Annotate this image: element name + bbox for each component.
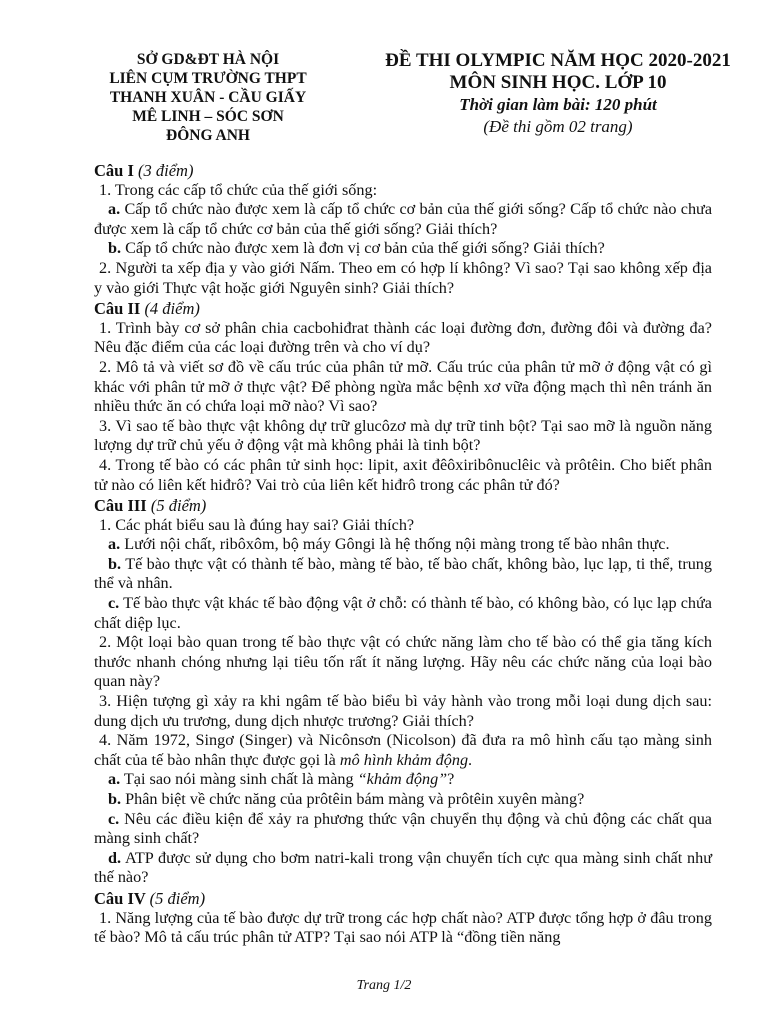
question: 4. Trong tế bào có các phân tử sinh học: lipit, axit đêôxiribônuclêic và prôtêin. Cho biết phân tử nào có liên kết hiđrô? Vai trò của liên kết hiđrô trong các phân tử đó?	[94, 455, 712, 494]
page-number: Trang 1/2	[356, 978, 412, 993]
quoted-term: “khảm động”	[357, 770, 448, 789]
sub-question-label: c.	[108, 809, 120, 828]
sub-question-text: Nêu các điều kiện để xảy ra phương thức vận chuyển thụ động và chủ động các chất qua màng sinh chất?	[94, 809, 712, 848]
section-points: (5 điểm)	[149, 888, 206, 908]
sub-question-label: c.	[108, 594, 120, 613]
sub-question	[94, 770, 712, 790]
sub-question-text: ATP được sử dụng cho bơm natri-kali trong vận chuyển tích cực qua màng sinh chất như thế nào?	[94, 848, 713, 887]
exam-pages-note: (Đề thi gồm 02 trang)	[483, 117, 633, 136]
cluster-schools-1: THANH XUÂN - CẦU GIẤY	[109, 89, 307, 106]
exam-time: Thời gian làm bài: 120 phút	[459, 95, 657, 114]
question: 1. Các phát biểu sau là đúng hay sai? Giải thích?	[99, 515, 415, 534]
exam-subject: MÔN SINH HỌC. LỚP 10	[449, 72, 667, 93]
sub-question-text: Tế bào thực vật khác tế bào động vật ở chỗ: có thành tế bào, có không bào, có lục lạp chứa chất diệp lục.	[94, 594, 712, 632]
cluster-schools-2: MÊ LINH – SÓC SƠN	[132, 108, 284, 125]
sub-question-label: a.	[108, 200, 121, 219]
cluster-name: LIÊN CỤM TRƯỜNG THPT	[109, 70, 307, 87]
sub-question-label: b.	[108, 239, 122, 258]
question	[94, 731, 712, 770]
sub-question-text: Cấp tổ chức nào được xem là đơn vị cơ bản của thế giới sống? Giải thích?	[125, 239, 605, 258]
sub-question-label: a.	[108, 770, 121, 789]
question: 1. Trong các cấp tổ chức của thế giới sống:	[99, 180, 378, 199]
section-points: (5 điểm)	[150, 496, 207, 516]
question: 3. Hiện tượng gì xảy ra khi ngâm tế bào biểu bì vảy hành vào trong mỗi loại dung dịch sau: dung dịch ưu trương, dung dịch nhược trương? Giải thích?	[94, 692, 712, 730]
section-title: Câu I	[94, 161, 134, 180]
sub-question	[94, 200, 712, 239]
model-name: mô hình khảm động	[339, 750, 469, 769]
sub-question-text: Phân biệt về chức năng của prôtêin bám màng và prôtêin xuyên màng?	[125, 790, 585, 808]
question: 1. Trình bày cơ sở phân chia cacbohiđrat thành các loại đường đơn, đường đôi và đường đa? Nêu đặc điểm của các loại đường trên và cho ví dụ?	[94, 318, 712, 357]
section-heading	[94, 161, 712, 181]
question: 2. Một loại bào quan trong tế bào thực vật có chức năng làm cho tế bào có thể gia tăng kích thước nhanh chóng nhưng lại tiêu tốn rất ít năng lượng. Hãy nêu các chức năng của loại bào quan này?	[94, 633, 712, 691]
question-text: 4. Năm 1972, Singơ (Singer) và Nicônsơn (Nicolson) đã đưa ra mô hình cấu tạo màng sinh chất của tế bào nhân thực được gọi là	[94, 731, 712, 769]
cluster-schools-3: ĐÔNG ANH	[166, 127, 250, 144]
question: 2. Mô tả và viết sơ đồ về cấu trúc của phân tử mỡ. Cấu trúc của phân tử mỡ ở động vật có gì khác với phân tử mỡ ở thực vật? Để phòng ngừa mắc bệnh xơ vữa động mạch thì nên tránh ăn nhiều thức ăn có chứa loại mỡ nào? Vì sao?	[94, 357, 712, 416]
sub-question-label: b.	[108, 790, 122, 808]
sub-question	[94, 810, 712, 849]
exam-body	[94, 160, 712, 948]
sub-question	[94, 535, 712, 555]
section-heading	[94, 889, 712, 909]
section-points: (3 điểm)	[138, 161, 194, 180]
sub-question	[94, 239, 712, 259]
exam-title: ĐỀ THI OLYMPIC NĂM HỌC 2020-2021	[385, 50, 731, 71]
question: 1. Năng lượng của tế bào được dự trữ trong các hợp chất nào? ATP được tổng hợp ở đâu trong tế bào? Mô tả cấu trúc phân tử ATP? Tại sao nói ATP là “đồng tiền năng	[94, 908, 712, 947]
section-heading	[94, 496, 712, 516]
sub-question	[94, 849, 712, 888]
sub-question-label: b.	[108, 554, 122, 573]
school-block	[98, 50, 318, 145]
section-points: (4 điểm)	[144, 299, 200, 319]
sub-question-text: Tế bào thực vật có thành tế bào, màng tế bào, tế bào chất, không bào, lục lạp, ti thể, trung thể và nhân.	[94, 554, 712, 593]
sub-question-text: Cấp tổ chức nào được xem là cấp tổ chức cơ bản của thế giới sống? Cấp tổ chức nào chưa được xem là cấp tổ chức cơ bản của thế giới sống? Giải thích?	[94, 200, 713, 238]
question-end: .	[468, 750, 473, 769]
section-title: Câu II	[94, 299, 141, 319]
question-end: ?	[447, 770, 455, 789]
question: 2. Người ta xếp địa y vào giới Nấm. Theo em có hợp lí không? Vì sao? Tại sao không xếp địa y vào giới Thực vật hoặc giới Nguyên sinh? Giải thích?	[94, 258, 712, 297]
section-title: Câu III	[94, 496, 147, 516]
sub-question-label: d.	[108, 848, 122, 867]
sub-question-text: Lưới nội chất, ribôxôm, bộ máy Gôngi là hệ thống nội màng trong tế bào nhân thực.	[124, 535, 670, 554]
question: 3. Vì sao tế bào thực vật không dự trữ glucôzơ mà dự trữ tinh bột? Tại sao mỡ là nguồn năng lượng dự trữ chủ yếu ở động vật mà không phải là tinh bột?	[94, 416, 712, 455]
sub-question-label: a.	[108, 535, 121, 554]
exam-title-block	[358, 50, 758, 138]
sub-question	[94, 555, 712, 594]
section-title: Câu IV	[94, 888, 146, 908]
sub-question	[94, 790, 712, 810]
sub-question-text: Tại sao nói màng sinh chất là màng	[123, 770, 354, 789]
sub-question	[94, 594, 712, 633]
section-heading	[94, 299, 712, 319]
department-name: SỞ GD&ĐT HÀ NỘI	[136, 51, 280, 68]
